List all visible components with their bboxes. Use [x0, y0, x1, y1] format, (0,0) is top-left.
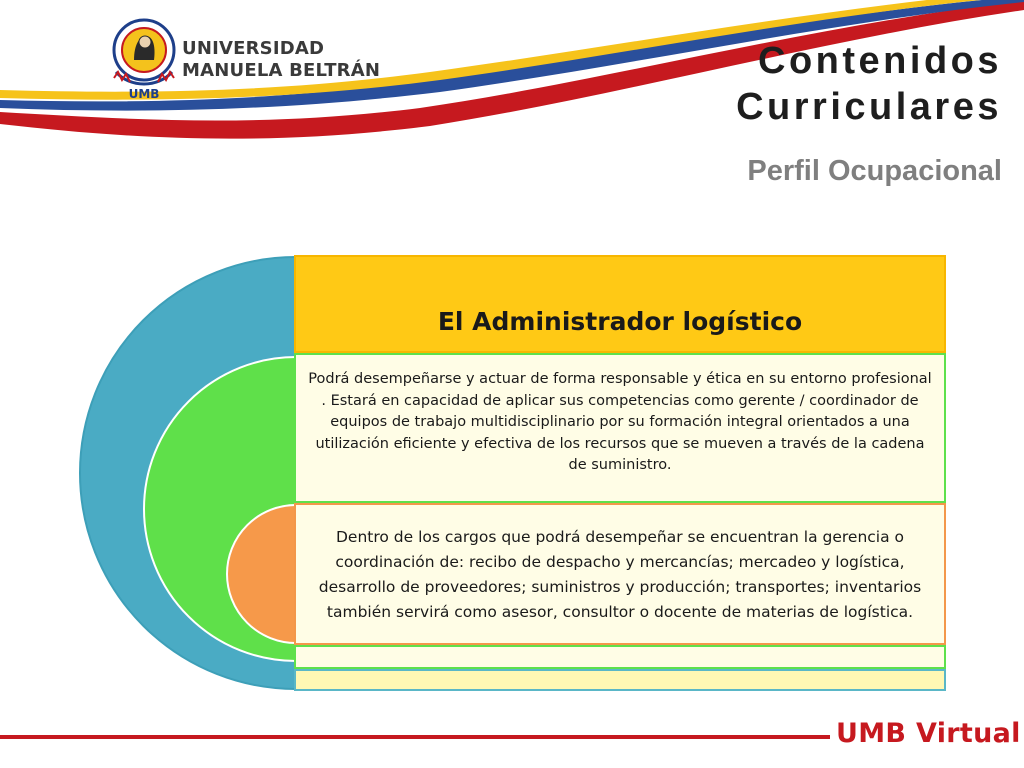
- diagram-heading: El Administrador logístico: [437, 306, 803, 336]
- heading-box: [294, 255, 946, 353]
- page-title-line2: Curriculares: [736, 86, 1002, 128]
- seal-text: UMB: [128, 87, 160, 100]
- positions-box: [294, 503, 946, 645]
- empty-yellow-strip: [294, 669, 946, 691]
- footer-brand: UMB Virtual: [836, 718, 1021, 749]
- footer-divider: [0, 735, 830, 739]
- empty-green-strip: [294, 645, 946, 669]
- university-name-line1: UNIVERSIDAD: [182, 38, 325, 59]
- positions-paragraph: Dentro de los cargos que podrá desempeñar se encuentran la gerencia o coordinación de: recibo de despacho y mercancías; mercadeo y logística, desarrollo de proveedores; suministros y producción; transportes; inventarios también servirá como asesor, consultor o docente de materias de logística.: [318, 528, 922, 621]
- page-subtitle: Perfil Ocupacional: [747, 155, 1002, 187]
- university-name-line2: MANUELA BELTRÁN: [182, 60, 381, 81]
- description-paragraph: Podrá desempeñarse y actuar de forma responsable y ética en su entorno profesional . Estará en capacidad de aplicar sus competencias como gerente / coordinador de equipos de trabajo multidisciplinario por su formación integral orientados a una utilización eficiente y efectiva de los recursos que se mueven a través de la cadena de suministro.: [308, 371, 932, 473]
- page-title-line1: Contenidos: [758, 40, 1002, 82]
- description-box: [294, 353, 946, 503]
